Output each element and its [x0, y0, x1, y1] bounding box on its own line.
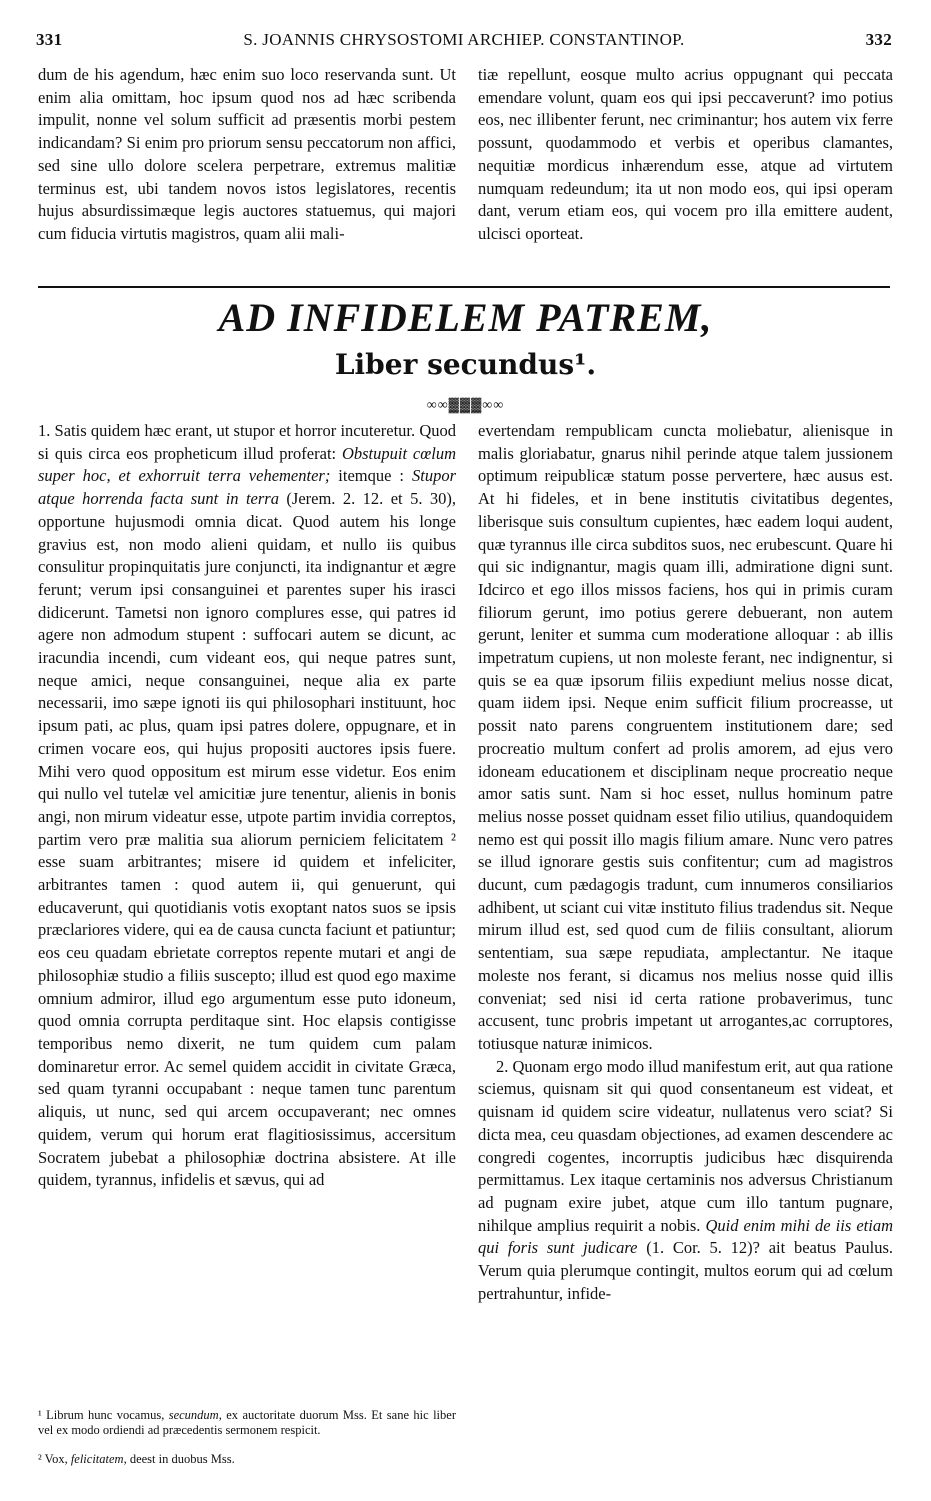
scripture-quote: Quid enim mihi de iis etiam qui foris sunt judicare [478, 1215, 894, 1258]
footnote-text: ² Vox, [38, 1452, 71, 1466]
footnote-italic: secundum [168, 1408, 219, 1422]
paragraph-1-continued: evertendam rempublicam cuncta moliebatur, alienisque in malis gloriabatur, gnarus nihil perinde atque talem jussionem optimum reipublicæ statum posse pervertere, hæc ausus est. At hi fideles, et in bene institutis civitatibus degentes, liberisque suis consultum cupientes, hæc eadem loqui audent, quæ tyrannus ille circa subditos suos, nec erubescunt. Quare hi qui sic indignantur, magis quam illi, admiratione digni sunt. Idcirco et ego illos missos faciens, hos qui in primis curam filiorum gerunt, imo potius gerere debuerant, non autem gerunt, leniter et summa cum moderatione alloquar : ab illis impetratum cupiens, ut non moleste ferant, nec indignentur, si quis se ea quæ ipsorum filiis expediunt melius nosse dicat, quam iidem ipsi. Neque enim sufficit filium procreasse, ut possit nato parens congruentem institutionem dare; sed procreatio multum confert ad prolis amorem, ad ejus vero idoneam educationem et disciplinam neque procreatio neque amor satis sunt. Nam si hoc esset, nullus hominum patre melius nosse posset quidnam esset filio utilius, quandoquidem nemo est qui possit illo magis filium amare. Nunc vero patres se illud ignorare gestis suis confitentur; cum ad magistros ducunt, cum pædagogis tradunt, cum innumeros consiliarios adhibent, ut sciant cui vitæ instituto filius tradendus sit. Neque mirum illud est, sed quod cum de filiis consultant, aliorum sententiam, sua sæpe repudiata, amplectantur. Ne itaque moleste nos ferant, si dicamus nos melius nosse quid illis conveniat; sed nisi id certa ratione probaverimus, tunc accusent, tunc probris impetant ut arrogantes,ac corruptores, totiusque naturæ inimicos. [478, 421, 893, 1053]
body-left-column [38, 420, 456, 1192]
paragraph-text: , opportune hujusmodi omnia dicat. Quod autem his longe gravius est, non modo alieni quidam, et nullo iis quibus consulitur propinquitatis jure conjuncti, ita indignantur et ægre ferunt; verum ipsi consanguinei et parentes super his irasci didicerunt. Tametsi non ignoro complures esse, qui patres id agere non admodum stupent : suffocari autem se dicunt, ac iracundia incendi, cum videant eos, qui neque patres sunt, neque amici, neque consanguinei, neque alia ex parte necessarii, imo sæpe ignoti iis qui philosophari instituunt, hoc ipsum pati, ac plus, quam ipsi patres dolere, oppugnare, et in crimen vocare eos, qui hujus propositi auctores ipsis fuere. Mihi vero quod oppositum est mirum esse videtur. Eos enim qui nullo vel tutelæ vel amicitiæ jure tenentur, alienis in bonis angi, non mirum videatur esse, utpote partim invidia correptos, partim vero præ malitia sua aliorum perniciem felicitatem ² esse suam arbitrantes; misere id quidem et infeliciter, arbitrantes tamen : quod autem ii, qui genuerunt, qui educaverunt, qui quotidianis votis exoptant natos suos se ipsis præclariores videre, qui ea de causa cuncta faciunt et patiuntur; eos ceu quadam ebrietate correptos repente mutari et angi de philosophiæ studio a filiis suscepto; illud est quod ego maxime omnium admiror, illud ego argumentum esse puto idoneum, quod omnia corrupta perditaque sint. Hoc elapsis contigisse temporibus nemo dixerit, ne tum quidem cum palam dominaretur error. Ac semel quidem accidit in civitate Græca, sed quam tyranni occupabant : neque tamen tunc parentum aliquis, ut nunc, sed qui arcem occupaverant; nec omnes quidem, verum qui horum erat flagitiosissimus, accersitum Socratem jubebat a philosophiæ doctrina absistere. At ille quidem, tyrannus, infidelis et sævus, qui ad [38, 489, 456, 1190]
paragraph-1 [38, 420, 456, 1192]
footnote-text: ¹ Librum hunc vocamus, [38, 1408, 169, 1422]
section-divider [38, 286, 890, 288]
top-left-paragraph: dum de his agendum, hæc enim suo loco reservanda sunt. Ut enim alia omittam, hoc ipsum quod nos ad hæc scribenda impulit, nonne vel solum sufficit ad præsentis morbi pestem indicandam? Si enim pro priorum sensu peccatorum non affici, sed sine ullo dolore scelera perpetrare, extremus malitiæ terminus est, ubi tandem novos istos legislatores, recentis hujus absurdissimæque legis auctores statuemus, qui majori cum fiducia virtutis magistros, quam alii mali- [38, 65, 456, 243]
paragraph-2 [478, 1056, 893, 1306]
footnote-text: , ex auctoritate duorum Mss. Et sane hic liber vel ex modo ordiendi ad præcedentis sermonem respicit. [38, 1408, 456, 1437]
footnote-text: , deest in duobus Mss. [123, 1452, 235, 1466]
page-number-right: 332 [865, 30, 892, 49]
footnote-2 [38, 1452, 456, 1467]
footnote-italic: felicitatem [70, 1452, 124, 1466]
top-right-column [478, 64, 893, 246]
running-header [36, 30, 892, 56]
scripture-reference: (Jerem. 2. 12. et 5. 30) [278, 489, 452, 509]
scripture-reference: (1. Cor. 5. 12)? [637, 1238, 760, 1258]
body-right-column [478, 420, 893, 1305]
scripture-quote: Stupor atque horrenda facta sunt in terra [38, 466, 456, 509]
top-right-paragraph: tiæ repellunt, eosque multo acrius oppugnant qui peccata emendare volunt, quam eos qui ipsi peccaverunt? imo potius eos, nec illibenter ferunt, nec criminantur; hos autem vix ferre possunt, quodammodo et verbis et operibus clamantes, nequitiæ mordicus inhærendum esse, atque ad virtutem numquam redeundum; ita ut non modo eos, qui ipsi operam dant, verum etiam eos, qui vocem pro illa emittere audent, ulcisci oporteat. [478, 65, 893, 243]
paragraph-text: itemque : [330, 466, 412, 486]
paragraph-text: 1. Satis quidem hæc erant, ut stupor et horror incuteretur. Quod si quis circa eos propheticum illud proferat: [38, 421, 456, 463]
page-number-left: 331 [36, 30, 63, 49]
paragraph-text: ait beatus Paulus. Verum quia plerumque contingit, multos eorum qui ad cœlum pertrahuntur, infide- [478, 1238, 893, 1303]
top-left-column [38, 64, 456, 246]
ornament-divider: ∞∞▓▓▓∞∞ [426, 398, 505, 413]
running-title: S. JOANNIS CHRYSOSTOMI ARCHIEP. CONSTANTINOP. [243, 30, 685, 49]
scripture-quote: Obstupuit cœlum super hoc, et exhorruit terra vehementer; [38, 443, 456, 486]
section-title: AD INFIDELEM PATREM, [218, 295, 713, 340]
paragraph-text: 2. Quonam ergo modo illud manifestum erit, aut qua ratione sciemus, quisnam sit qui quod consentaneum est videat, et quisnam id quidem scire videatur, nullatenus vero sciat? Si dicta mea, ceu quasdam objectiones, ad examen descendere ac congredi cogentes, incorruptis judicibus hæc disquirenda permittamus. Lex itaque certaminis nos adversus Christianum ad pugnam exire jubet, atque cum illo tantum pugnare, nihilque amplius requirit a nobis. [478, 1056, 893, 1235]
footnote-1 [38, 1408, 456, 1438]
section-subtitle: Liber secundus¹. [334, 348, 597, 381]
